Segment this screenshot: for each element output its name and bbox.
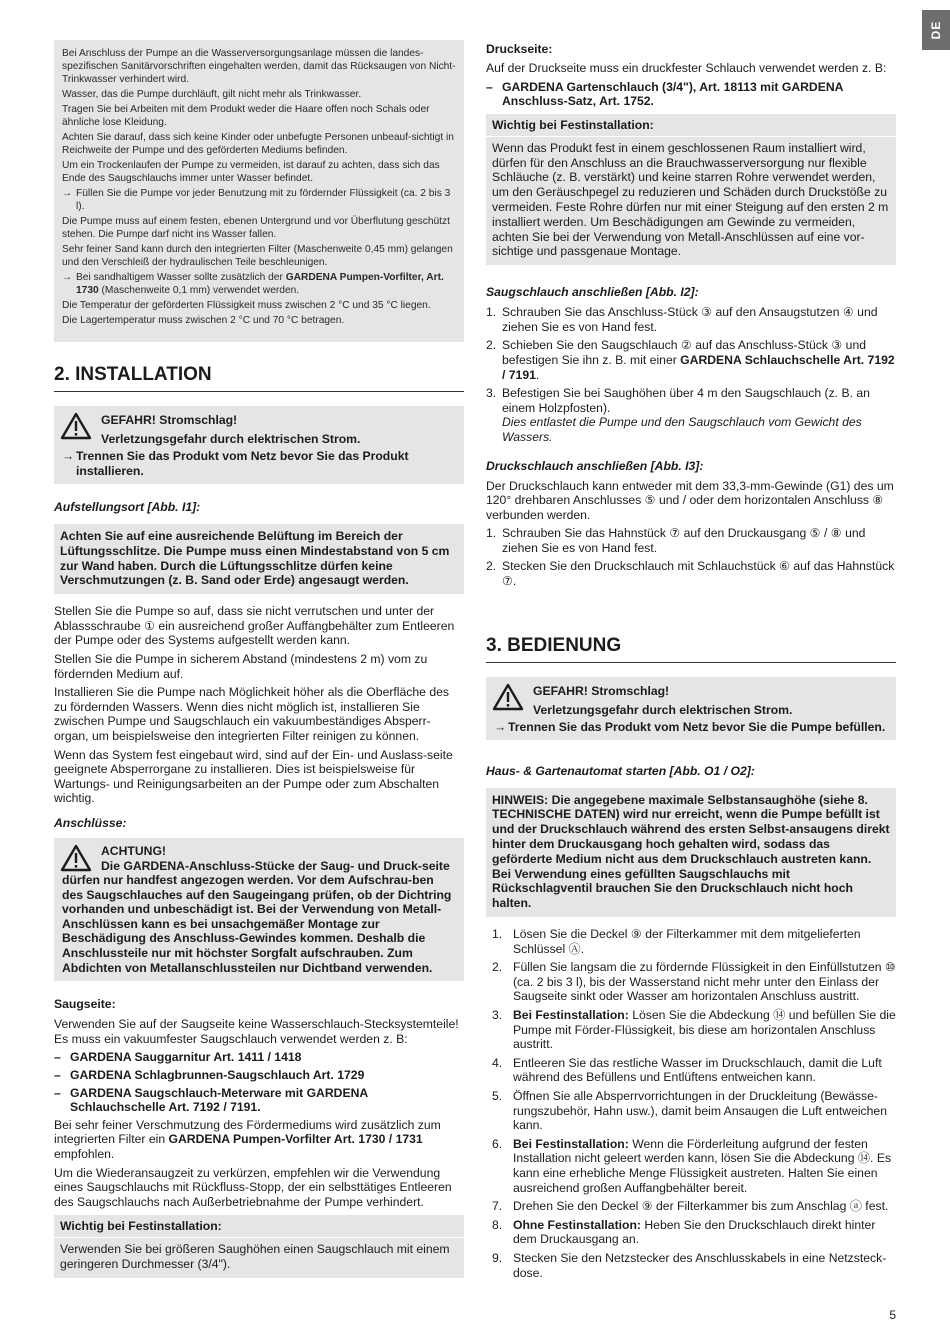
list-item: 1. Schrauben Sie das Hahnstück ⑦ auf den Druckausgang ⑤ / ⑧ und ziehen Sie es von Hand fest. bbox=[486, 526, 866, 555]
list-item: – GARDENA Gartenschlauch (3/4"), Art. 18113 mit GARDENA Anschluss-Satz, Art. 1752. bbox=[486, 79, 844, 109]
saugschlauch-steps bbox=[486, 305, 896, 444]
safety-paragraph: Achten Sie darauf, dass sich keine Kinder oder unbefugte Personen unbeauf-sichtigt in Reichweite der Pumpe und des geförderten Mediums befinden. bbox=[62, 132, 454, 156]
saugseite-list bbox=[54, 1050, 464, 1114]
subheading-saugschlauch: Saugschlauch anschließen [Abb. I2]: bbox=[486, 285, 699, 300]
section-title-installation: 2. INSTALLATION bbox=[54, 364, 464, 392]
subheading-druckseite: Druckseite: bbox=[486, 42, 553, 56]
important-installation-box bbox=[486, 114, 896, 265]
list-item: 3. Befestigen Sie bei Saughöhen über 4 m den Saugschlauch (z. B. an einem Holzpfosten). Dies entlastet die Pumpe und den Saugschlauch vom Gewicht des Wassers. bbox=[486, 386, 870, 444]
list-item: 2. Schieben Sie den Saugschlauch ② auf das Anschluss-Stück ③ und befestigen Sie ihn z. B. mit einer GARDENA Schlauchschelle Art. 7192 / 7191. bbox=[486, 338, 895, 382]
danger-instruction: → Trennen Sie das Produkt vom Netz bevor Sie die Pumpe befüllen. bbox=[494, 719, 886, 734]
list-item: – GARDENA Schlagbrunnen-Saugschlauch Art. 1729 bbox=[54, 1068, 365, 1083]
danger-warning-box bbox=[54, 406, 464, 484]
druckseite-list bbox=[486, 80, 896, 109]
subheading-druckschlauch: Druckschlauch anschließen [Abb. I3]: bbox=[486, 458, 704, 473]
list-item: 1. Lösen Sie die Deckel ⑨ der Filterkammer mit dem mitgelieferten Schlüssel Ⓐ. bbox=[492, 927, 861, 956]
list-item: 8. Ohne Festinstallation: Heben Sie den Druckschlauch direkt hinter dem Druckausgang an. bbox=[492, 1217, 876, 1247]
list-item: 3. Bei Festinstallation: Lösen Sie die Abdeckung ⑭ und befüllen Sie die Pumpe mit Förder-Flüssigkeit, bis diese am horizontalen Anschluss austritt. bbox=[492, 1008, 896, 1052]
important-installation-box bbox=[54, 1215, 464, 1278]
danger-subtitle: Verletzungsgefahr durch elektrischen Strom. bbox=[101, 432, 361, 446]
list-item: 7. Drehen Sie den Deckel ⑨ der Filterkammer bis zum Anschlag ⓐ fest. bbox=[492, 1199, 889, 1214]
warning-triangle-icon bbox=[60, 844, 92, 872]
list-item: 5. Öffnen Sie alle Absperrvorrichtungen in der Druckleitung (Bewässe-rungszubehör, Hahn usw.), damit beim Ansaugen die Luft entweichen kann. bbox=[492, 1088, 887, 1133]
ventilation-note-box: Achten Sie auf eine ausreichende Belüftung im Bereich der Lüftungsschlitze. Die Pumpe muss einen Mindestabstand von 5 cm zur Wand haben. Durch die Lüftungsschlitze dürfen keine Verschmutzungen (z. B. Sand oder Erde) angesaugt werden. bbox=[54, 524, 464, 594]
list-item: 4. Entleeren Sie das restliche Wasser im Druckschlauch, damit die Luft während des Befüllens und Entlüftens entweichen kann. bbox=[492, 1055, 882, 1085]
danger-subtitle: Verletzungsgefahr durch elektrischen Strom. bbox=[533, 702, 793, 717]
aufstellungsort-text: Stellen Sie die Pumpe so auf, dass sie nicht verrutschen und unter der Ablassschraube ① ein ausreichend großer Auffangbehälter zum Entleeren der Pumpe oder des Systems aufgestellt werden kann. Stellen Sie die Pumpe in sicherem Abstand (mindestens 2 m) vom zu fördernden Medium auf. Installieren Sie die Pumpe nach Möglichkeit höher als die Oberfläche des zu fördernden Wassers. Wenn dies nicht möglich ist, installieren Sie zwischen Pumpe und Saugschlauch ein vakuumbeständiges Absperr-organ, um beispielsweise den integrierten Filter reinigen zu können. Wenn das System fest eingebaut wird, sind auf der Ein- und Auslass-seite geeignete Absperrorgane zu installieren. Dies ist beispielsweise für Wartungs- und Reinigungsarbeiten an der Pumpe oder zum Abschalten wichtig. bbox=[54, 604, 455, 806]
subheading-aufstellungsort: Aufstellungsort [Abb. I1]: bbox=[54, 500, 201, 514]
language-tab: DE bbox=[922, 10, 950, 50]
arrow-right-icon: → bbox=[62, 449, 75, 463]
list-item: 9. Stecken Sie den Netzstecker des Anschlusskabels in eine Netzsteck-dose. bbox=[492, 1250, 887, 1280]
safety-paragraph: Sehr feiner Sand kann durch den integrierten Filter (Maschenweite 0,45 mm) gelangen und den Verschleiß der hydraulischen Teile beschleunigen. bbox=[62, 244, 453, 268]
arrow-right-icon: → bbox=[494, 719, 507, 734]
danger-warning-box bbox=[486, 677, 896, 740]
subheading-saugseite: Saugseite: bbox=[54, 997, 116, 1012]
safety-paragraph: Um ein Trockenlaufen der Pumpe zu vermeiden, ist darauf zu achten, dass sich das Ende des Saugschlauchs immer unter Wasser befindet. bbox=[62, 160, 440, 184]
subheading-anschluesse: Anschlüsse: bbox=[54, 815, 127, 830]
safety-instruction: → Füllen Sie die Pumpe vor jeder Benutzung mit zu fördernder Flüssigkeit (ca. 2 bis 3 l). bbox=[62, 188, 451, 212]
safety-paragraph: Tragen Sie bei Arbeiten mit dem Produkt weder die Haare offen noch Schals oder ähnliche lose Kleidung. bbox=[62, 104, 430, 128]
danger-title: GEFAHR! Stromschlag! bbox=[533, 683, 670, 698]
caution-box bbox=[54, 838, 464, 981]
druckschlauch-text: Der Druckschlauch kann entweder mit dem 33,3-mm-Gewinde (G1) des um 120° drehbaren Anschlusses ⑤ und / oder dem horizontalen Anschluss ⑧ verbunden werden. bbox=[486, 478, 894, 522]
warning-triangle-icon bbox=[492, 683, 524, 711]
arrow-right-icon: → bbox=[62, 188, 73, 199]
haus-gartenautomat-steps bbox=[486, 927, 896, 1280]
caution-text: Die GARDENA-Anschluss-Stücke der Saug- und Druck-seite dürfen nur handfest angezogen werden. Vor dem Aufschrau-ben des Saugschlauches auf den Saugeingang prüfen, ob der Dichtring vorhanden und unbeschädigt ist. Bei der Verwendung von Metall-Anschlüssen kann es bei unsachgemäßer Montage zur Beschädigung des Anschluss-Gewindes kommen. Deshalb die Anschlussteile nur mit höchster Sorgfalt aufschrauben. Zum Abdichten von Metallanschlussteilen nur Dichtband verwenden. bbox=[62, 858, 452, 975]
safety-paragraph: Die Pumpe muss auf einem festen, ebenen Untergrund und vor Überflutung geschützt stehen. Die Pumpe darf nicht ins Wasser fallen. bbox=[62, 216, 450, 240]
hint-box: HINWEIS: Die angegebene maximale Selbstansaughöhe (siehe 8. TECHNISCHE DATEN) wird nur erreicht, wenn die Pumpe befüllt ist und der Druckschlauch während des ersten Selbst-ansaugens direkt hinter dem Druckausgang hoch gehalten wird, sodass das geförderte Medium nicht aus dem Druckschlauch austreten kann. Bei Verwendung eines gefüllten Saugschlauchs mit Rückschlagventil brauchen Sie den Druckschlauch nicht hoch halten. bbox=[486, 788, 896, 917]
list-item: 1. Schrauben Sie das Anschluss-Stück ③ auf den Ansaugstutzen ④ und ziehen Sie es von Hand fest. bbox=[486, 305, 878, 334]
left-column bbox=[54, 40, 464, 1278]
list-item: – GARDENA Sauggarnitur Art. 1411 / 1418 bbox=[54, 1050, 302, 1065]
section-title-bedienung: 3. BEDIENUNG bbox=[486, 635, 896, 663]
important-text: Wenn das Produkt fest in einem geschlossenen Raum installiert wird, dürfen für den Anschluss an die Brauchwasserversorgung nur flexible Schläuche (z. B. verstärkt) und keine starren Rohre verwendet werden, um den Geräuschpegel zu reduzieren und Schäden durch Druckstöße zu vermeiden. Feste Rohre dürfen nur mit einer Steigung auf den ersten 2 m installiert werden. Um Beschädigungen am Gewinde zu vermeiden, achten Sie bei der Verwendung von Metall-Anschlüssen auf eine vor-sichtige und passgenaue Montage. bbox=[486, 137, 896, 265]
safety-paragraph: Die Lagertemperatur muss zwischen 2 °C und 70 °C betragen. bbox=[62, 315, 345, 326]
danger-title: GEFAHR! Stromschlag! bbox=[101, 413, 238, 427]
warning-triangle-icon bbox=[60, 412, 92, 440]
safety-paragraph: Die Temperatur der geförderten Flüssigkeit muss zwischen 2 °C und 35 °C liegen. bbox=[62, 300, 431, 311]
safety-paragraph: Wasser, das die Pumpe durchläuft, gilt nicht mehr als Trinkwasser. bbox=[62, 89, 362, 100]
list-item: 6. Bei Festinstallation: Wenn die Förderleitung aufgrund der festen Installation nicht geleert werden kann, lösen Sie die Abdeckung ⑭. Es kann eine erhebliche Menge Flüssigkeit austreten. Halten Sie einen ausreichend großen Auffangbehälter bereit. bbox=[492, 1136, 892, 1195]
saugseite-text: Bei sehr feiner Verschmutzung des Fördermediums wird zusätzlich zum integrierten Filter ein GARDENA Pumpen-Vorfilter Art. 1730 / 1731 empfohlen. Um die Wiederansaugzeit zu verkürzen, empfehlen wir die Verwendung eines Saugschlauchs mit Rückfluss-Stopp, der ein selbsttätiges Entleeren des Saugschlauchs nach Außerbetriebnahme der Pumpe verhindert. bbox=[54, 1117, 452, 1209]
saugseite-intro: Verwenden Sie auf der Saugseite keine Wasserschlauch-Stecksystemteile! Es muss ein vakuumfester Saugschlauch verwendet werden z. B: bbox=[54, 1017, 459, 1046]
caution-title: ACHTUNG! bbox=[101, 843, 166, 858]
right-column bbox=[486, 40, 896, 1284]
druckseite-text: Auf der Druckseite muss ein druckfester Schlauch verwendet werden z. B: bbox=[486, 61, 887, 75]
safety-instruction: → Bei sandhaltigem Wasser sollte zusätzlich der GARDENA Pumpen-Vorfilter, Art. 1730 (Maschenweite 0,1 mm) verwendet werden. bbox=[62, 272, 444, 296]
important-text: Verwenden Sie bei größeren Saughöhen einen Saugschlauch mit einem geringeren Durchmesser (3/4"). bbox=[54, 1238, 464, 1278]
subheading-haus-gartenautomat: Haus- & Gartenautomat starten [Abb. O1 / O2]: bbox=[486, 763, 755, 778]
safety-paragraph: Bei Anschluss der Pumpe an die Wasserversorgungsanlage müssen die landes-spezifischen Sanitärvorschriften eingehalten werden, damit das Rücksaugen von Nicht-Trinkwasser verhindert wird. bbox=[62, 48, 456, 85]
important-title: Wichtig bei Festinstallation: bbox=[486, 114, 896, 137]
arrow-right-icon: → bbox=[62, 272, 73, 283]
list-item: 2. Stecken Sie den Druckschlauch mit Schlauchstück ⑥ auf das Hahnstück ⑦. bbox=[486, 559, 895, 589]
druckschlauch-steps bbox=[486, 526, 896, 588]
list-item: 2. Füllen Sie langsam die zu fördernde Flüssigkeit in den Einfüllstutzen ⑩ (ca. 2 bis 3 l), bis der Wasserstand nicht mehr unter den Einlass der Saugseite sinkt oder Wasser am horizontalen Anschluss austritt. bbox=[492, 960, 896, 1004]
important-title: Wichtig bei Festinstallation: bbox=[54, 1215, 464, 1238]
safety-notes-box bbox=[54, 40, 464, 342]
danger-instruction: → Trennen Sie das Produkt vom Netz bevor Sie das Produkt installieren. bbox=[62, 449, 409, 478]
list-item: – GARDENA Saugschlauch-Meterware mit GARDENA Schlauchschelle Art. 7192 / 7191. bbox=[54, 1085, 368, 1115]
page-number: 5 bbox=[889, 1308, 896, 1322]
